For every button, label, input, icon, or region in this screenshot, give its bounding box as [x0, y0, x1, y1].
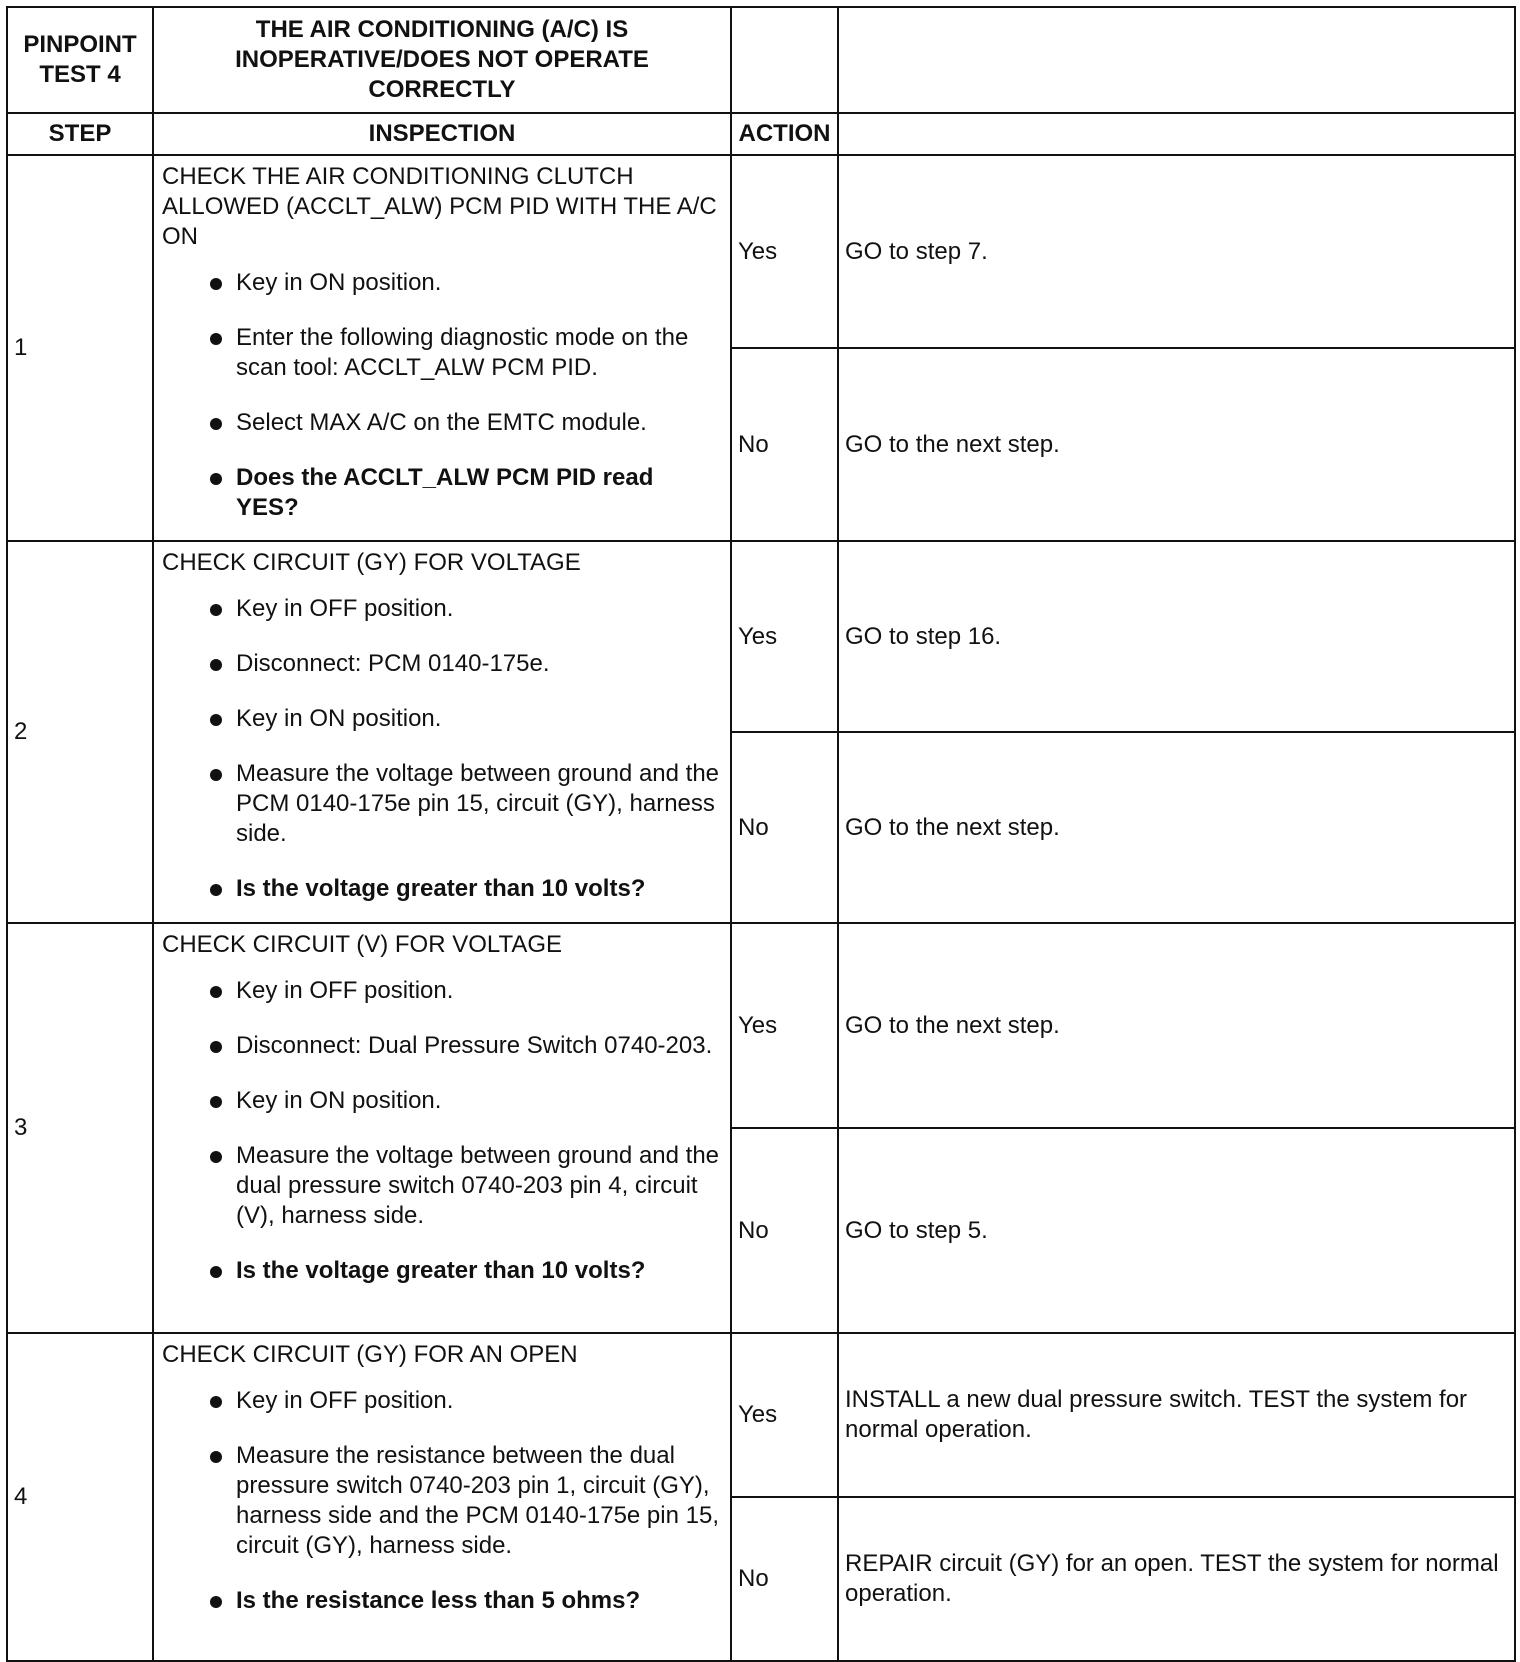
inspection-cell: [153, 155, 731, 541]
bullet-text: Measure the voltage between ground and the PCM 0140-175e pin 15, circuit (GY), harness side.: [236, 760, 720, 847]
inspection-bullet: [162, 649, 720, 679]
inspection-bullet: [162, 1086, 720, 1116]
yes-action: GO to step 7.: [838, 155, 1515, 348]
bullet-text: Measure the resistance between the dual pressure switch 0740-203 pin 1, circuit (GY), harness side and the PCM 0140-175e pin 15, circuit (GY), harness side.: [236, 1442, 719, 1559]
step-row: [7, 541, 1515, 732]
bullet-icon: [210, 1596, 222, 1608]
yes-action: INSTALL a new dual pressure switch. TEST the system for normal operation.: [838, 1333, 1515, 1497]
no-action: GO to step 5.: [838, 1128, 1515, 1333]
inspection-question: [162, 1256, 720, 1286]
inspection-bullet: [162, 268, 720, 298]
inspection-title: CHECK CIRCUIT (V) FOR VOLTAGE: [162, 931, 563, 958]
no-label: No: [731, 732, 838, 923]
inspection-bullet: [162, 1141, 720, 1231]
bullet-text: Select MAX A/C on the EMTC module.: [236, 409, 647, 436]
step-number: 1: [7, 155, 153, 541]
inspection-question: [162, 463, 720, 523]
yes-label: Yes: [731, 155, 838, 348]
step-number: 3: [7, 923, 153, 1333]
inspection-question: [162, 1586, 720, 1616]
inspection-cell: [153, 541, 731, 923]
inspection-bullet: [162, 976, 720, 1006]
bullet-icon: [210, 769, 222, 781]
inspection-list: [162, 976, 720, 1286]
inspection-cell: [153, 923, 731, 1333]
inspection-bullet: [162, 408, 720, 438]
no-action: GO to the next step.: [838, 348, 1515, 541]
col-inspection-header: INSPECTION: [153, 113, 731, 155]
bullet-icon: [210, 714, 222, 726]
bullet-text: Key in ON position.: [236, 269, 442, 296]
step-number: 2: [7, 541, 153, 923]
col-action-header: ACTION: [731, 113, 838, 155]
bullet-icon: [210, 1151, 222, 1163]
bullet-icon: [210, 333, 222, 345]
no-action: GO to the next step.: [838, 732, 1515, 923]
col-step-header: STEP: [7, 113, 153, 155]
step-row: [7, 923, 1515, 1128]
blank-cell: [838, 7, 1515, 113]
inspection-list: [162, 1386, 720, 1616]
bullet-icon: [210, 659, 222, 671]
inspection-title: CHECK CIRCUIT (GY) FOR VOLTAGE: [162, 549, 581, 576]
question-text: Is the voltage greater than 10 volts?: [236, 1257, 646, 1284]
bullet-text: Disconnect: PCM 0140-175e.: [236, 650, 550, 677]
bullet-text: Measure the voltage between ground and the dual pressure switch 0740-203 pin 4, circuit (V), harness side.: [236, 1142, 720, 1229]
inspection-list: [162, 268, 720, 523]
yes-action: GO to step 16.: [838, 541, 1515, 732]
blank-cell: [731, 7, 838, 113]
step-row: [7, 1333, 1515, 1497]
question-text: Is the voltage greater than 10 volts?: [236, 875, 646, 902]
bullet-icon: [210, 473, 222, 485]
bullet-text: Key in ON position.: [236, 705, 442, 732]
inspection-list: [162, 594, 720, 904]
bullet-icon: [210, 986, 222, 998]
inspection-bullet: [162, 704, 720, 734]
inspection-cell: [153, 1333, 731, 1661]
inspection-bullet: [162, 323, 720, 383]
inspection-question: [162, 874, 720, 904]
bullet-icon: [210, 1041, 222, 1053]
no-action: REPAIR circuit (GY) for an open. TEST the system for normal operation.: [838, 1497, 1515, 1661]
bullet-text: Key in OFF position.: [236, 595, 454, 622]
pinpoint-test-table: [6, 6, 1516, 1662]
bullet-icon: [210, 884, 222, 896]
bullet-icon: [210, 418, 222, 430]
bullet-text: Key in ON position.: [236, 1087, 442, 1114]
bullet-icon: [210, 1266, 222, 1278]
bullet-text: Disconnect: Dual Pressure Switch 0740-203.: [236, 1032, 713, 1059]
bullet-icon: [210, 604, 222, 616]
no-label: No: [731, 1497, 838, 1661]
inspection-bullet: [162, 759, 720, 849]
test-title: THE AIR CONDITIONING (A/C) IS INOPERATIVE/DOES NOT OPERATE CORRECTLY: [153, 7, 731, 113]
inspection-bullet: [162, 1386, 720, 1416]
bullet-icon: [210, 278, 222, 290]
yes-label: Yes: [731, 923, 838, 1128]
step-row: [7, 155, 1515, 348]
inspection-bullet: [162, 1441, 720, 1561]
title-row: [7, 7, 1515, 113]
inspection-title: CHECK THE AIR CONDITIONING CLUTCH ALLOWED (ACCLT_ALW) PCM PID WITH THE A/C ON: [162, 163, 717, 250]
pinpoint-label: PINPOINT TEST 4: [7, 7, 153, 113]
yes-label: Yes: [731, 1333, 838, 1497]
inspection-title: CHECK CIRCUIT (GY) FOR AN OPEN: [162, 1341, 578, 1368]
inspection-bullet: [162, 594, 720, 624]
bullet-text: Key in OFF position.: [236, 1387, 454, 1414]
blank-cell: [838, 113, 1515, 155]
bullet-icon: [210, 1096, 222, 1108]
question-text: Is the resistance less than 5 ohms?: [236, 1587, 641, 1614]
yes-label: Yes: [731, 541, 838, 732]
question-text: Does the ACCLT_ALW PCM PID read YES?: [236, 464, 654, 521]
column-header-row: [7, 113, 1515, 155]
bullet-text: Enter the following diagnostic mode on the scan tool: ACCLT_ALW PCM PID.: [236, 324, 689, 381]
yes-action: GO to the next step.: [838, 923, 1515, 1128]
bullet-icon: [210, 1396, 222, 1408]
bullet-icon: [210, 1451, 222, 1463]
no-label: No: [731, 348, 838, 541]
no-label: No: [731, 1128, 838, 1333]
inspection-bullet: [162, 1031, 720, 1061]
step-number: 4: [7, 1333, 153, 1661]
bullet-text: Key in OFF position.: [236, 977, 454, 1004]
